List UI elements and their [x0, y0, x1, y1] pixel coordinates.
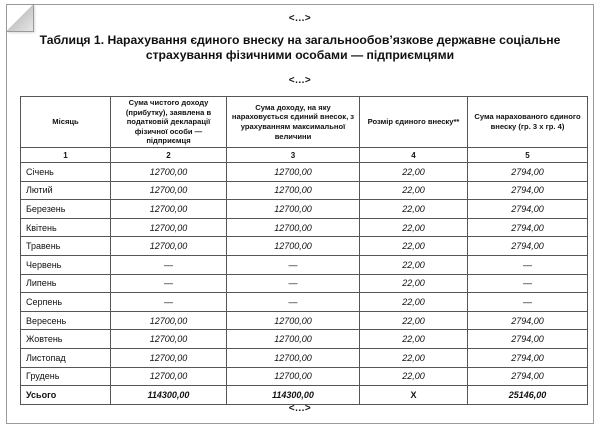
- cell-taxable-income: 12700,00: [227, 200, 360, 219]
- header-month: Місяць: [21, 97, 111, 148]
- cell-contribution-rate: 22,00: [360, 274, 468, 293]
- table-row: [21, 330, 588, 349]
- cell-taxable-income: 12700,00: [227, 163, 360, 182]
- table-row: [21, 311, 588, 330]
- total-cell-contribution-rate: Х: [360, 386, 468, 405]
- cell-net-income: —: [111, 293, 227, 312]
- cell-taxable-income: —: [227, 293, 360, 312]
- table-row: [21, 367, 588, 386]
- table-row: [21, 274, 588, 293]
- cell-taxable-income: 12700,00: [227, 330, 360, 349]
- cell-contribution-amount: 2794,00: [468, 181, 588, 200]
- column-number: 4: [360, 148, 468, 163]
- cell-contribution-amount: 2794,00: [468, 218, 588, 237]
- header-contribution-amount: Сума нарахованого єдиного внеску (гр. 3 х гр. 4): [468, 97, 588, 148]
- ellipsis-top: <...>: [288, 13, 312, 24]
- cell-contribution-amount: —: [468, 255, 588, 274]
- header-taxable-income: Сума доходу, на яку нараховується єдиний внесок, з урахуванням максимальної величини: [227, 97, 360, 148]
- cell-month: Червень: [21, 255, 111, 274]
- document-page: [6, 4, 594, 424]
- cell-net-income: 12700,00: [111, 218, 227, 237]
- cell-taxable-income: 12700,00: [227, 311, 360, 330]
- cell-contribution-amount: 2794,00: [468, 237, 588, 256]
- cell-net-income: —: [111, 255, 227, 274]
- cell-contribution-amount: 2794,00: [468, 311, 588, 330]
- table-row: [21, 200, 588, 219]
- cell-contribution-rate: 22,00: [360, 200, 468, 219]
- total-cell-month: Усього: [21, 386, 111, 405]
- cell-month: Серпень: [21, 293, 111, 312]
- table-row: [21, 218, 588, 237]
- cell-contribution-amount: 2794,00: [468, 330, 588, 349]
- table-row: [21, 348, 588, 367]
- cell-contribution-rate: 22,00: [360, 330, 468, 349]
- cell-month: Травень: [21, 237, 111, 256]
- column-number: 2: [111, 148, 227, 163]
- total-row: [21, 386, 588, 405]
- cell-contribution-amount: 2794,00: [468, 348, 588, 367]
- header-net-income: Сума чистого доходу (прибутку), заявлена в податковій декларації фізичної особи — підприємця: [111, 97, 227, 148]
- cell-contribution-rate: 22,00: [360, 237, 468, 256]
- cell-month: Вересень: [21, 311, 111, 330]
- ellipsis-bottom: <...>: [288, 403, 312, 414]
- ellipsis-middle: <...>: [288, 75, 312, 86]
- cell-month: Грудень: [21, 367, 111, 386]
- header-row: [21, 97, 588, 148]
- table-body: [21, 163, 588, 405]
- total-cell-taxable-income: 114300,00: [227, 386, 360, 405]
- cell-taxable-income: 12700,00: [227, 181, 360, 200]
- cell-net-income: 12700,00: [111, 181, 227, 200]
- cell-taxable-income: —: [227, 255, 360, 274]
- cell-net-income: 12700,00: [111, 237, 227, 256]
- cell-taxable-income: —: [227, 274, 360, 293]
- cell-contribution-amount: 2794,00: [468, 163, 588, 182]
- cell-month: Лютий: [21, 181, 111, 200]
- cell-taxable-income: 12700,00: [227, 237, 360, 256]
- cell-net-income: 12700,00: [111, 163, 227, 182]
- cell-contribution-rate: 22,00: [360, 293, 468, 312]
- cell-contribution-amount: 2794,00: [468, 367, 588, 386]
- cell-contribution-rate: 22,00: [360, 255, 468, 274]
- cell-contribution-amount: 2794,00: [468, 200, 588, 219]
- column-number: 1: [21, 148, 111, 163]
- cell-contribution-rate: 22,00: [360, 311, 468, 330]
- total-cell-contribution-amount: 25146,00: [468, 386, 588, 405]
- table-title: Таблиця 1. Нарахування єдиного внеску на загальнообов’язкове державне соціальне страхування фізичними особами — підприємцями: [39, 33, 561, 62]
- cell-net-income: —: [111, 274, 227, 293]
- cell-contribution-rate: 22,00: [360, 367, 468, 386]
- total-cell-net-income: 114300,00: [111, 386, 227, 405]
- cell-month: Листопад: [21, 348, 111, 367]
- table-row: [21, 163, 588, 182]
- cell-contribution-rate: 22,00: [360, 181, 468, 200]
- cell-net-income: 12700,00: [111, 330, 227, 349]
- cell-net-income: 12700,00: [111, 200, 227, 219]
- cell-month: Січень: [21, 163, 111, 182]
- cell-month: Липень: [21, 274, 111, 293]
- cell-month: Квітень: [21, 218, 111, 237]
- cell-month: Березень: [21, 200, 111, 219]
- table-row: [21, 237, 588, 256]
- header-contribution-rate: Розмір єдиного внеску**: [360, 97, 468, 148]
- cell-net-income: 12700,00: [111, 348, 227, 367]
- cell-net-income: 12700,00: [111, 311, 227, 330]
- cell-contribution-rate: 22,00: [360, 163, 468, 182]
- table-row: [21, 293, 588, 312]
- column-number-row: [21, 148, 588, 163]
- cell-taxable-income: 12700,00: [227, 367, 360, 386]
- cell-contribution-amount: —: [468, 293, 588, 312]
- cell-taxable-income: 12700,00: [227, 218, 360, 237]
- cell-month: Жовтень: [21, 330, 111, 349]
- cell-contribution-rate: 22,00: [360, 348, 468, 367]
- contribution-table: [20, 96, 588, 405]
- table-row: [21, 181, 588, 200]
- cell-contribution-amount: —: [468, 274, 588, 293]
- table-row: [21, 255, 588, 274]
- cell-net-income: 12700,00: [111, 367, 227, 386]
- cell-taxable-income: 12700,00: [227, 348, 360, 367]
- column-number: 5: [468, 148, 588, 163]
- cell-contribution-rate: 22,00: [360, 218, 468, 237]
- column-number: 3: [227, 148, 360, 163]
